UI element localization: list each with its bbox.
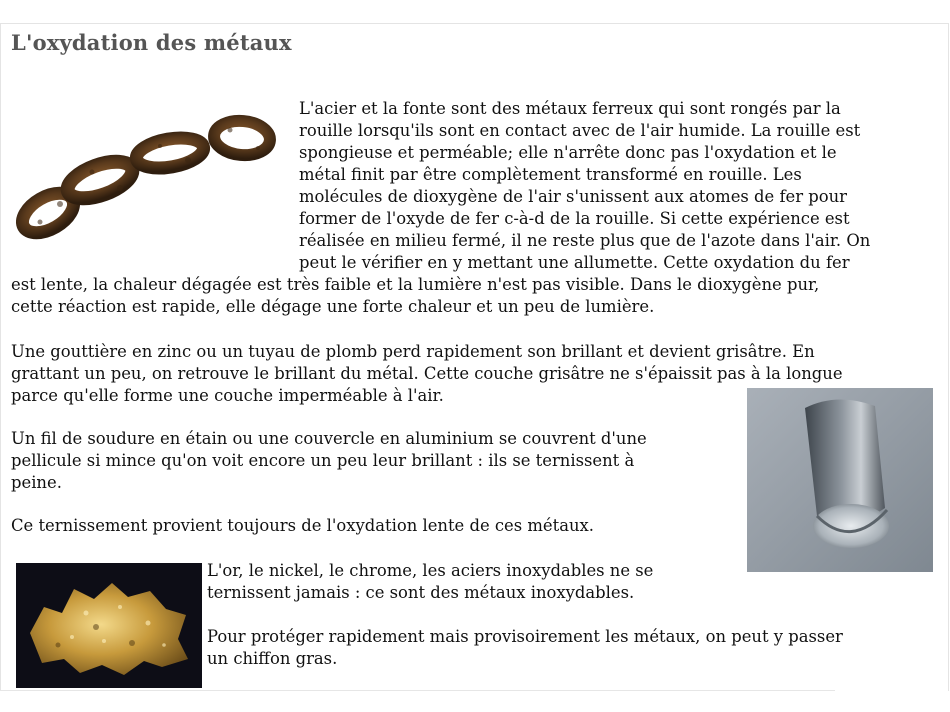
paragraph-zinc-lead [11, 341, 843, 407]
text-line: grattant un peu, on retrouve le brillant du métal. Cette couche grisâtre ne s'épaissit pas à la longue [11, 364, 843, 383]
text-line: parce qu'elle forme une couche imperméable à l'air. [11, 386, 444, 405]
paragraph-tarnishing [11, 515, 594, 537]
page-title: L'oxydation des métaux [11, 30, 292, 55]
text-line: peut le vérifier en y mettant une allumette. Cette oxydation du fer [299, 253, 850, 272]
text-line: ternissent jamais : ce sont des métaux inoxydables. [207, 583, 635, 602]
gold-nugget-image [16, 563, 202, 688]
text-line: molécules de dioxygène de l'air s'unissent aux atomes de fer pour [299, 187, 848, 206]
text-line: Ce ternissement provient toujours de l'oxydation lente de ces métaux. [11, 516, 594, 535]
text-line: spongieuse et perméable; elle n'arrête donc pas l'oxydation et le [299, 143, 837, 162]
paragraph-protection [207, 626, 843, 670]
text-line: rouille lorsqu'ils sont en contact avec de l'air humide. La rouille est [299, 121, 861, 140]
bottom-rule [0, 690, 835, 691]
text-line: pellicule si mince qu'on voit encore un peu leur brillant : ils se ternissent à [11, 451, 635, 470]
text-line: un chiffon gras. [207, 649, 338, 668]
zinc-rod-image [747, 388, 933, 572]
text-line: Un fil de soudure en étain ou une couvercle en aluminium se couvrent d'une [11, 429, 647, 448]
rusty-chain-image [0, 108, 288, 248]
text-line: peine. [11, 473, 62, 492]
paragraph-tin-aluminium [11, 428, 647, 494]
paragraph-iron-rust-full [11, 274, 819, 318]
text-line: L'acier et la fonte sont des métaux ferreux qui sont rongés par la [299, 99, 841, 118]
text-line: est lente, la chaleur dégagée est très faible et la lumière n'est pas visible. Dans le dioxygène pur, [11, 275, 820, 294]
text-line: métal finit par être complètement transformé en rouille. Les [299, 165, 802, 184]
text-line: réalisée en milieu fermé, il ne reste plus que de l'azote dans l'air. On [299, 231, 871, 250]
text-line: cette réaction est rapide, elle dégage une forte chaleur et un peu de lumière. [11, 297, 655, 316]
text-line: L'or, le nickel, le chrome, les aciers inoxydables ne se [207, 561, 654, 580]
text-line: Pour protéger rapidement mais provisoirement les métaux, on peut y passer [207, 627, 843, 646]
text-line: Une gouttière en zinc ou un tuyau de plomb perd rapidement son brillant et devient grisâtre. En [11, 342, 815, 361]
paragraph-stainless-metals [207, 560, 653, 604]
text-line: former de l'oxyde de fer c-à-d de la rouille. Si cette expérience est [299, 209, 850, 228]
paragraph-iron-rust-indented [299, 98, 870, 274]
